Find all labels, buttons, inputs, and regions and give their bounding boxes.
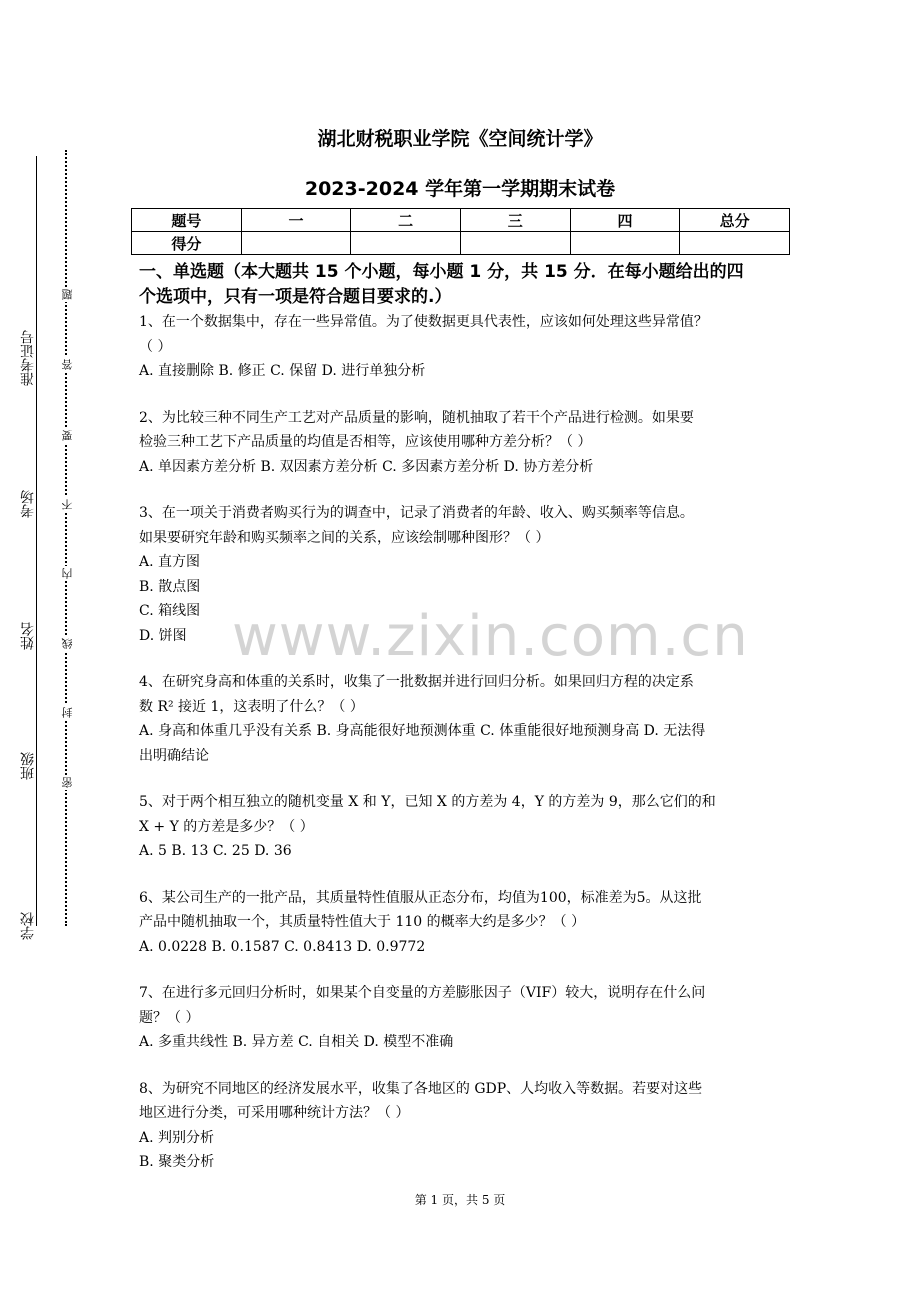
section-heading-line: 个选项中，只有一项是符合题目要求的.） xyxy=(139,287,452,307)
page-footer: 第 1 页，共 5 页 xyxy=(414,1193,506,1207)
score-header-cell: 总分 xyxy=(680,209,790,232)
question-line: A. 判别分析 xyxy=(139,1129,215,1146)
seal-note-char: 内 xyxy=(61,568,74,579)
question-line: 题？（ ） xyxy=(139,1009,200,1026)
question-line: D. 饼图 xyxy=(139,627,187,644)
question-item xyxy=(139,1077,789,1175)
score-header-cell: 四 xyxy=(570,209,680,232)
seal-note-char: 题 xyxy=(61,289,74,300)
binding-line xyxy=(36,156,37,926)
question-item xyxy=(139,886,789,960)
question-line: 如果要研究年龄和购买频率之间的关系，应该绘制哪种图形？（ ） xyxy=(139,529,550,546)
question-line: A. 多重共线性 B. 异方差 C. 自相关 D. 模型不准确 xyxy=(139,1034,454,1050)
seal-note-char: 要 xyxy=(61,430,74,441)
score-header-cell: 二 xyxy=(351,209,461,232)
seal-note-char: 不 xyxy=(61,499,74,510)
name-label: 姓名 xyxy=(20,622,36,650)
question-list xyxy=(139,310,789,1175)
question-item xyxy=(139,310,789,384)
question-line: 数 R² 接近 1，这表明了什么？（ ） xyxy=(139,698,364,715)
question-line: A. 单因素方差分析 B. 双因素方差分析 C. 多因素方差分析 D. 协方差分析 xyxy=(139,458,594,475)
question-item xyxy=(139,406,789,480)
exam-subtitle: 2023-2024 学年第一学期期末试卷 xyxy=(304,178,616,200)
score-header-cell: 一 xyxy=(241,209,351,232)
question-line: C. 箱线图 xyxy=(139,603,201,619)
question-line: 产品中随机抽取一个，其质量特性值大于 110 的概率大约是多少？（ ） xyxy=(139,914,586,930)
question-line: 检验三种工艺下产品质量的均值是否相等，应该使用哪种方差分析？（ ） xyxy=(139,434,592,450)
question-line: B. 聚类分析 xyxy=(139,1154,215,1170)
question-item xyxy=(139,670,789,768)
question-line: A. 身高和体重几乎没有关系 B. 身高能很好地预测体重 C. 体重能很好地预测身高 D. 无法得 xyxy=(139,723,706,739)
exam-number-label: 准考证号 xyxy=(20,330,36,386)
score-table-score-row xyxy=(132,232,790,255)
score-row-label: 得分 xyxy=(132,232,242,255)
seal-note-char: 密 xyxy=(61,777,74,788)
score-table-header-row xyxy=(132,209,790,232)
question-line: A. 0.0228 B. 0.1587 C. 0.8413 D. 0.9772 xyxy=(139,938,426,955)
question-line: A. 直接删除 B. 修正 C. 保留 D. 进行单独分析 xyxy=(139,363,426,379)
question-line: 出明确结论 xyxy=(139,747,209,764)
question-text: 8、为研究不同地区的经济发展水平，收集了各地区的 GDP、人均收入等数据。若要对这些 xyxy=(139,1080,703,1097)
question-text: 7、在进行多元回归分析时，如果某个自变量的方差膨胀因子（VIF）较大，说明存在什么问 xyxy=(139,985,706,1001)
question-line: B. 散点图 xyxy=(139,578,201,595)
score-cell[interactable] xyxy=(680,232,790,255)
question-line: 地区进行分类，可采用哪种统计方法？（ ） xyxy=(139,1105,410,1121)
question-line: A. 直方图 xyxy=(139,554,201,570)
score-cell[interactable] xyxy=(241,232,351,255)
seal-note-char: 答 xyxy=(61,359,74,370)
question-text: 2、为比较三种不同生产工艺对产品质量的影响，随机抽取了若干个产品进行检测。如果要 xyxy=(139,409,694,426)
exam-room-label: 考场 xyxy=(20,490,36,518)
question-text: 1、在一个数据集中，存在一些异常值。为了使数据更具代表性，应该如何处理这些异常值？ xyxy=(139,314,708,330)
exam-title: 湖北财税职业学院《空间统计学》 xyxy=(317,128,603,150)
exam-content xyxy=(139,260,789,1175)
question-text: 4、在研究身高和体重的关系时，收集了一批数据并进行回归分析。如果回归方程的决定系 xyxy=(139,674,694,690)
watermark: www.zixin.com.cn xyxy=(232,604,749,669)
score-cell[interactable] xyxy=(460,232,570,255)
seal-dotted-line xyxy=(65,150,67,926)
seal-note-char: 封 xyxy=(61,707,74,718)
score-header-cell: 三 xyxy=(460,209,570,232)
score-cell[interactable] xyxy=(351,232,461,255)
question-line: X + Y 的方差是多少？（ ） xyxy=(139,818,314,835)
score-table xyxy=(131,208,790,255)
question-line: （ ） xyxy=(139,338,172,355)
question-line: A. 5 B. 13 C. 25 D. 36 xyxy=(139,843,292,859)
section-heading xyxy=(139,260,789,310)
question-item xyxy=(139,981,789,1055)
question-text: 5、对于两个相互独立的随机变量 X 和 Y，已知 X 的方差为 4，Y 的方差为 9，那么它们的和 xyxy=(139,794,716,810)
seal-note-char: 线 xyxy=(61,638,74,649)
question-text: 6、某公司生产的一批产品，其质量特性值服从正态分布，均值为100，标准差为5。从这批 xyxy=(139,889,702,906)
score-cell[interactable] xyxy=(570,232,680,255)
section-heading-line: 一、单选题（本大题共 15 个小题，每小题 1 分，共 15 分．在每小题给出的四 xyxy=(139,262,744,282)
score-header-cell: 题号 xyxy=(132,209,242,232)
question-text: 3、在一项关于消费者购买行为的调查中，记录了消费者的年龄、收入、购买频率等信息。 xyxy=(139,505,694,521)
school-label: 学校 xyxy=(20,912,36,940)
question-item xyxy=(139,790,789,864)
class-label: 班级 xyxy=(20,752,36,780)
